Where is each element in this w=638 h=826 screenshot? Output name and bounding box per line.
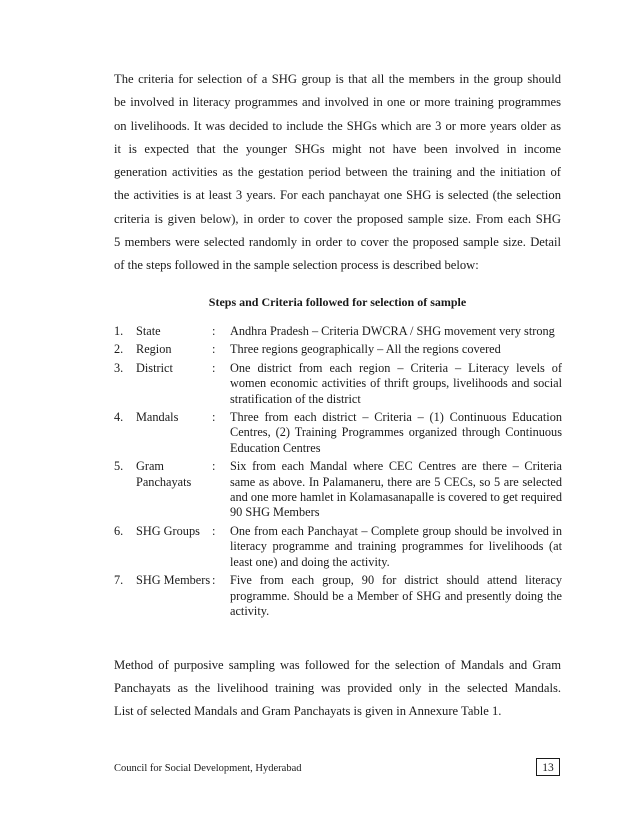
step-number: 1. [114, 324, 124, 338]
step-description: Three from each district – Criteria – (1) Continuous Education Centres, (2) Training Programmes organized through Continuous Education Centres [230, 410, 562, 455]
step-label: Region [136, 342, 172, 357]
step-number: 3. [114, 360, 124, 375]
outro-line: Method of purposive sampling was followed for the selection of Mandals and Gram [114, 658, 561, 672]
step-number: 2. [114, 342, 124, 357]
intro-line: The criteria for selection of a SHG group is that all the members in the group should [114, 72, 561, 86]
outro-paragraph [114, 654, 561, 722]
step-description: One district from each region – Criteria – Literacy levels of women economic activities of thrift groups, livelihoods and social stratification of the district [230, 360, 562, 406]
intro-line: the activities is at least 3 years. For each panchayat one SHG is selected (the selection [114, 188, 561, 203]
intro-line: 5 members were selected randomly in order to cover the proposed sample size. Detail [114, 235, 561, 250]
step-colon: : [212, 342, 216, 357]
step-description: Five from each group, 90 for district should attend literacy programme. Should be a Member of SHG and presently doing the activity. [230, 573, 562, 618]
step-colon: : [212, 410, 216, 425]
page-number: 13 [536, 758, 560, 776]
step-colon: : [212, 573, 216, 588]
step-row [114, 361, 562, 407]
step-colon: : [212, 324, 216, 338]
step-label: SHG Members [136, 573, 211, 588]
intro-line: on livelihoods. It was decided to include the SHGs which are 3 or more years older as [114, 118, 561, 133]
step-row [114, 410, 562, 456]
step-colon: : [212, 523, 216, 538]
intro-paragraph [114, 68, 561, 278]
intro-line: criteria is given below), in order to cover the proposed sample size. From each SHG [114, 211, 561, 226]
step-row [114, 324, 562, 339]
step-label: Mandals [136, 410, 179, 425]
step-colon: : [212, 360, 216, 375]
step-label: Gram Panchayats [136, 459, 192, 489]
step-row [114, 573, 562, 619]
step-colon: : [212, 459, 216, 474]
intro-line: generation activities as the gestation period between the training and the initiation of [114, 165, 561, 180]
step-number: 4. [114, 410, 124, 425]
outro-line: Panchayats as the livelihood training was provided only in the selected Mandals. [114, 680, 561, 695]
intro-line: be involved in literacy programmes and involved in one or more training programmes [114, 95, 561, 110]
step-row [114, 342, 562, 357]
footer-organization: Council for Social Development, Hyderabad [114, 763, 302, 774]
section-heading: Steps and Criteria followed for selection of sample [208, 295, 467, 309]
outro-line: List of selected Mandals and Gram Panchayats is given in Annexure Table 1. [114, 703, 502, 718]
step-description: One from each Panchayat – Complete group should be involved in literacy programme and training programmes for livelihoods (at least one) and doing the activity. [230, 523, 562, 569]
step-number: 7. [114, 573, 124, 588]
step-number: 6. [114, 523, 124, 538]
step-number: 5. [114, 459, 124, 474]
step-description: Three regions geographically – All the regions covered [230, 342, 501, 357]
step-label: SHG Groups [136, 523, 200, 538]
intro-line: of the steps followed in the sample selection process is described below: [114, 258, 479, 273]
intro-line: it is expected that the younger SHGs might not have been involved in income [114, 141, 561, 156]
step-label: District [136, 360, 173, 375]
step-label: State [136, 324, 161, 338]
step-description: Andhra Pradesh – Criteria DWCRA / SHG movement very strong [230, 324, 555, 338]
step-row [114, 459, 562, 521]
steps-list [114, 324, 562, 622]
step-description: Six from each Mandal where CEC Centres are there – Criteria same as above. In Palamaneru, there are 5 CECs, so 5 are selected and one more hamlet in Kolamasanapalle is covered to get required 90 SHG Members [230, 459, 562, 520]
step-row [114, 524, 562, 570]
